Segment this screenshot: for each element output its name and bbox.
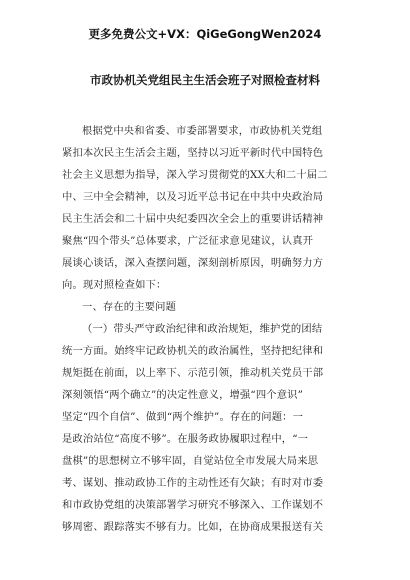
body-text	[62, 120, 352, 538]
text-line: 展谈心谈话，深入查摆问题，深刻剖析原因，明确努力方	[62, 257, 324, 269]
section-heading: 一、存在的主要问题	[82, 301, 177, 313]
text-line: 深刻领悟“两个确立”的决定性意义，增强“四个意识”	[62, 389, 304, 401]
page-header: 更多免费公文+VX：QiGeGongWen2024	[88, 27, 322, 41]
text-line: （一）带头严守政治纪律和政治规矩，维护党的团结	[82, 323, 323, 335]
text-line: 根据党中央和省委、市委部署要求，市政协机关党组	[82, 125, 323, 137]
text-line: 统一方面。始终牢记政协机关的政治属性，坚持把纪律和	[62, 345, 324, 357]
text-line: 和市政协党组的决策部署学习研究不够深入、工作谋划不	[62, 499, 324, 511]
text-line: 规矩挺在前面，以上率下、示范引领，推动机关党员干部	[62, 367, 324, 379]
text-line: 向。现对照检查如下：	[62, 279, 167, 291]
text-line: 民主生活会和二十届中央纪委四次全会上的重要讲话精神	[62, 213, 324, 225]
text-line: 是政治站位“高度不够”。在服务政协履职过程中，“一	[62, 433, 309, 445]
text-line: 盘棋”的思想树立不够牢固，自觉站位全市发展大局来思	[62, 455, 319, 467]
text-line: 聚焦“四个带头”总体要求，广泛征求意见建议，认真开	[62, 235, 314, 247]
text-line: 紧扣本次民主生活会主题，坚持以习近平新时代中国特色	[62, 147, 324, 159]
text-line: 社会主义思想为指导，深入学习贯彻党的XX大和二十届二	[62, 169, 328, 181]
text-line: 够周密、跟踪落实不够有力。比如，在协商成果报送有关	[62, 521, 324, 533]
text-line: 考、谋划、推动政协工作的主动性还有欠缺；有时对市委	[62, 477, 324, 489]
document-title: 市政协机关党组民主生活会班子对照检查材料	[90, 73, 320, 87]
text-line: 坚定“四个自信”、做到“两个维护”。存在的问题：一	[62, 411, 304, 423]
text-line: 中、三中全会精神，以及习近平总书记在中共中央政治局	[62, 191, 324, 203]
